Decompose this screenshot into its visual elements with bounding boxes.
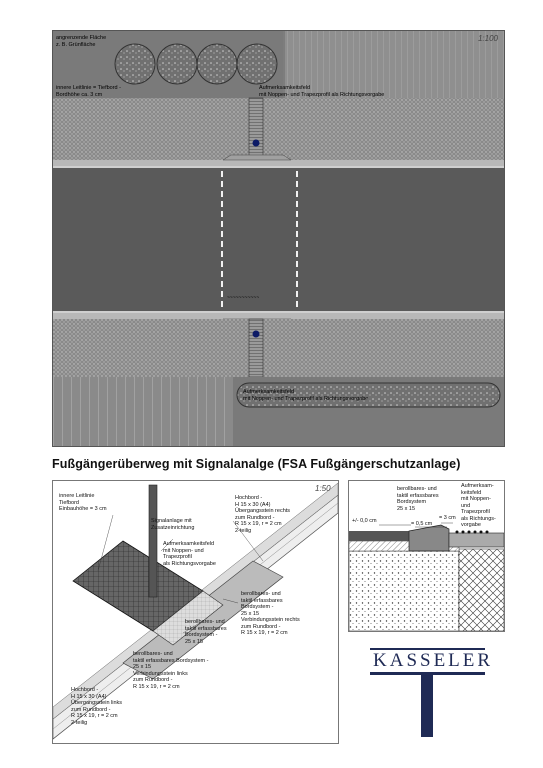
detail-perspective-panel: [52, 480, 339, 744]
sidewalk-top: [53, 98, 504, 160]
road-surface: [349, 531, 409, 541]
tactile-guide-bottom: [249, 319, 263, 377]
label-rollable-curb-right: berollbares- und taktil erfassbares Bordsystem - 25 x 15 Verbindungsstein rechts zum Rundbord - R 15 x 19, r = 2 cm: [241, 591, 300, 636]
label-attention-section: Aufmerksam- keitsfeld mit Noppen- und Trapezprofil als Richtungs- vorgabe: [461, 483, 496, 528]
tactile-guide-top: [249, 98, 263, 160]
label-inner-guideline: innere Leitlinie = Tiefbord - Bordhöhe ca. 3 cm: [56, 85, 121, 98]
road: [53, 168, 504, 311]
label-attention-field-top: Aufmerksamkeitsfeld mit Noppen- und Trapezprofil als Richtungsvorgabe: [259, 85, 385, 98]
label-attention-field-detail: Aufmerksamkeitsfeld mit Noppen- und Trapezprofil als Richtungsvorgabe: [163, 541, 216, 567]
signal-pole-bottom: [253, 331, 260, 338]
label-high-curb-right: Hochbord - H 15 x 30 (A4) Übergangsstein rechts zum Rundbord - R 15 x 19, r = 2 cm 2-teilig: [235, 495, 291, 534]
label-crossing-small: ~~~~~~~~~~~: [227, 295, 260, 301]
detail-section-panel: [348, 480, 505, 632]
pavement-layer: [459, 549, 504, 631]
plan-scale: 1:100: [477, 34, 498, 43]
pavement-bottom-left: [53, 377, 233, 446]
dim-label-c: = 3 cm: [439, 515, 456, 521]
label-rollable-curb-mid: berollbares- und taktil erfassbares Bordsystem - 25 x 15: [185, 619, 227, 645]
curb-bottom: [53, 313, 504, 319]
curb-top: [53, 160, 504, 166]
signal-pole-top: [253, 140, 260, 147]
detail-scale: 1:50: [315, 484, 331, 493]
label-rollable-curb-left: berollbares- und taktil erfassbares Bordsystem - 25 x 15 Verbindungsstein links zum Rundbord - R 15 x 19, r = 2 cm: [133, 651, 209, 690]
logo-t-stem: [421, 675, 433, 737]
label-attention-field-bottom: Aufmerksamkeitsfeld mit Noppen- und Trapezprofil als Richtungsvorgabe: [243, 389, 369, 402]
kasseler-logo: [370, 648, 494, 738]
label-signal-unit: Signalanlage mit Zusatzeinrichtung: [151, 518, 195, 531]
label-rollable-section: berollbares- und taktil erfassbares Bordsystem 25 x 15: [397, 486, 439, 512]
page-title: Fußgängerüberweg mit Signalanalge (FSA Fußgängerschutzanlage): [52, 457, 461, 471]
sidewalk-bottom: [53, 319, 504, 377]
dim-label-a: +/- 0,0 cm: [352, 518, 377, 524]
label-adjacent-surface: angrenzende Fläche z. B. Grünfläche: [56, 35, 107, 48]
signal-pole: [149, 485, 157, 597]
logo-word: KASSELER: [373, 650, 494, 671]
label-high-curb-left: Hochbord - H 15 x 30 (A4) Übergangsstein links zum Rundbord - R 15 x 19, r = 2 cm 2-teilig: [71, 687, 123, 726]
label-inner-guideline-detail: innere Leitlinie Tiefbord Einbauhöhe = 3 cm: [59, 493, 107, 512]
curb-section: [409, 525, 449, 551]
subbase: [349, 551, 459, 631]
crossing-plan-view: [52, 30, 505, 447]
dim-label-b: = 0,5 cm: [411, 521, 433, 527]
